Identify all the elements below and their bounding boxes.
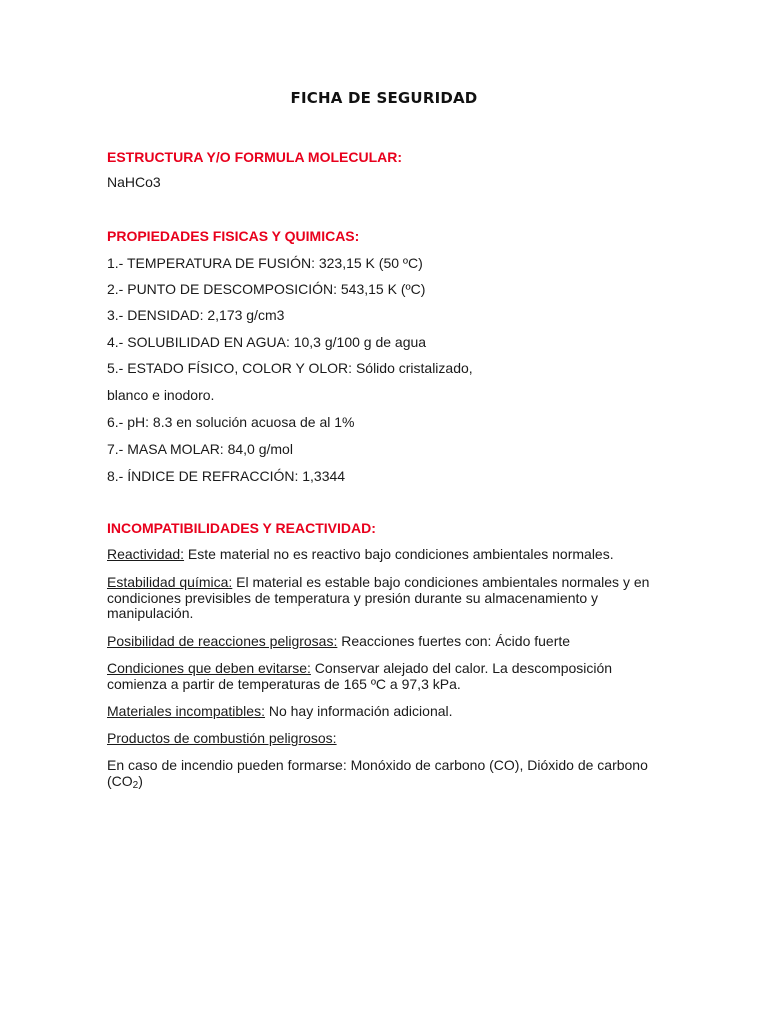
estabilidad-label: Estabilidad química: (107, 574, 233, 590)
property-item: 8.- ÍNDICE DE REFRACCIÓN: 1,3344 (107, 468, 346, 484)
formula-heading: ESTRUCTURA Y/O FORMULA MOLECULAR: (107, 149, 403, 165)
posibilidad-paragraph (107, 634, 652, 650)
posibilidad-label: Posibilidad de reacciones peligrosas: (107, 633, 338, 649)
property-item: 4.- SOLUBILIDAD EN AGUA: 10,3 g/100 g de agua (107, 334, 427, 350)
incendio-paragraph (107, 758, 652, 793)
property-item-continuation: blanco e inodoro. (107, 387, 215, 403)
condiciones-label: Condiciones que deben evitarse: (107, 660, 311, 676)
property-item: 7.- MASA MOLAR: 84,0 g/mol (107, 441, 293, 457)
property-item: 6.- pH: 8.3 en solución acuosa de al 1% (107, 414, 355, 430)
reactividad-paragraph (107, 547, 652, 563)
productos-paragraph (107, 731, 652, 747)
reactividad-label: Reactividad: (107, 546, 185, 562)
co2-subscript: 2 (132, 779, 139, 791)
properties-heading: PROPIEDADES FISICAS Y QUIMICAS: (107, 228, 360, 244)
condiciones-paragraph (107, 661, 652, 692)
document-title: FICHA DE SEGURIDAD (290, 89, 478, 107)
property-item: 5.- ESTADO FÍSICO, COLOR Y OLOR: Sólido cristalizado, (107, 360, 473, 376)
incendio-tail: ) (138, 772, 143, 789)
estabilidad-paragraph (107, 575, 652, 622)
materiales-text: No hay información adicional. (264, 703, 453, 719)
molecular-formula: NaHCo3 (107, 174, 161, 190)
property-item: 3.- DENSIDAD: 2,173 g/cm3 (107, 307, 285, 323)
property-item: 2.- PUNTO DE DESCOMPOSICIÓN: 543,15 K (ºC) (107, 281, 426, 297)
reactividad-text: Este material no es reactivo bajo condiciones ambientales normales. (184, 546, 614, 562)
estabilidad-text: El material es estable bajo condiciones ambientales normales y en condiciones previsibles de temperatura y presión durante su almacenamiento y manipulación. (107, 574, 650, 621)
materiales-paragraph (107, 704, 652, 720)
productos-label: Productos de combustión peligrosos: (107, 730, 337, 746)
reactivity-heading: INCOMPATIBILIDADES Y REACTIVIDAD: (107, 520, 376, 536)
posibilidad-text: Reacciones fuertes con: Ácido fuerte (337, 633, 571, 649)
property-item: 1.- TEMPERATURA DE FUSIÓN: 323,15 K (50 ºC) (107, 255, 423, 271)
condiciones-text: Conservar alejado del calor. La descomposición comienza a partir de temperaturas de 165 ºC a 97,3 kPa. (107, 660, 613, 692)
incendio-text: En caso de incendio pueden formarse: Monóxido de carbono (CO), Dióxido de carbono (CO (107, 757, 648, 789)
materiales-label: Materiales incompatibles: (107, 703, 265, 719)
